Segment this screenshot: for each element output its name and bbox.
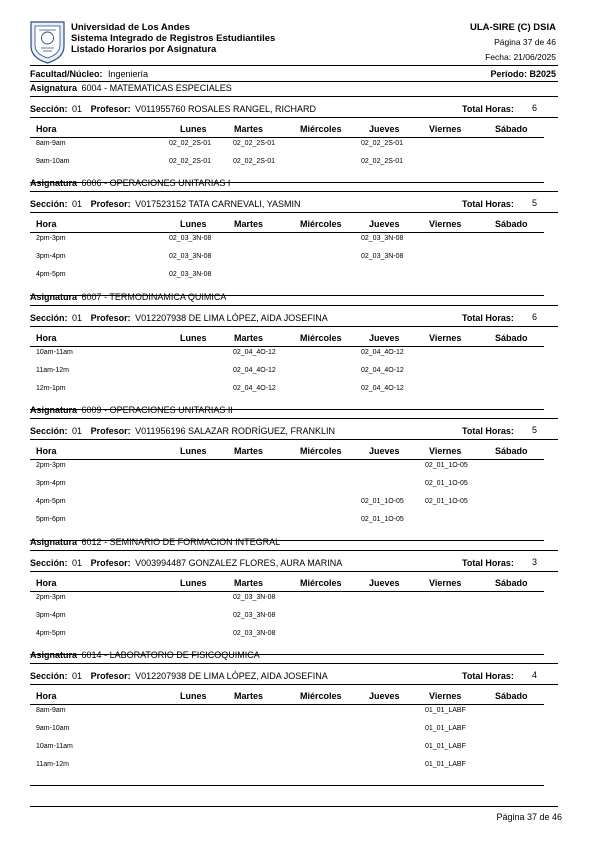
- schedule-cell: 02_02_2S-01: [361, 140, 404, 147]
- day-header: Miércoles: [300, 333, 342, 343]
- day-header: Martes: [234, 578, 264, 588]
- schedule-cell: 02_03_3N-08: [233, 612, 276, 619]
- period-row: [490, 69, 556, 79]
- day-header: Jueves: [369, 578, 400, 588]
- professor-name: TATA CARNEVALI, YASMIN: [188, 199, 301, 209]
- schedule-cell: 02_02_2S-01: [169, 140, 212, 147]
- schedule-cell: 01_01_LABF: [425, 743, 466, 750]
- section-number: 01: [72, 426, 83, 436]
- schedule-cell: 02_04_4O-12: [233, 349, 276, 356]
- section-divider: [30, 117, 558, 118]
- time-slot: 2pm-3pm: [36, 235, 66, 242]
- day-header: Martes: [234, 333, 264, 343]
- professor-name: SALAZAR RODRÍGUEZ, FRANKLIN: [188, 426, 336, 436]
- professor-name: DE LIMA LÓPEZ, AIDA JOSEFINA: [188, 313, 328, 323]
- course-divider: [30, 305, 558, 306]
- course-name: - OPERACIONES UNITARIAS I: [104, 178, 231, 188]
- day-header: Viernes: [429, 124, 462, 134]
- total-hours: [462, 313, 514, 323]
- schedule-cell: 02_04_4O-12: [361, 367, 404, 374]
- course-code: 6014: [81, 650, 102, 660]
- day-header: Lunes: [180, 333, 207, 343]
- total-hours: [462, 558, 514, 568]
- day-header: Hora: [36, 446, 57, 456]
- time-slot: 8am-9am: [36, 140, 66, 147]
- course-title: [30, 83, 232, 93]
- faculty-divider: [30, 81, 558, 82]
- total-hours-label: Total Horas:: [462, 558, 514, 568]
- course-name: - OPERACIONES UNITARIAS II: [104, 405, 233, 415]
- total-hours: [462, 199, 514, 209]
- total-hours: [462, 426, 514, 436]
- day-header: Miércoles: [300, 219, 342, 229]
- day-header: Sábado: [495, 446, 528, 456]
- seccion-label: Sección:: [30, 199, 68, 209]
- schedule-cell: 02_02_2S-01: [233, 158, 276, 165]
- time-slot: 3pm-4pm: [36, 480, 66, 487]
- schedule-cell: 02_03_3N-08: [361, 235, 404, 242]
- schedule-cell: 02_01_1O-05: [361, 498, 404, 505]
- day-header: Hora: [36, 578, 57, 588]
- course-code: 6007: [81, 292, 102, 302]
- day-header: Miércoles: [300, 124, 342, 134]
- day-header: Viernes: [429, 333, 462, 343]
- course-code: 6004: [81, 83, 102, 93]
- time-slot: 4pm-5pm: [36, 630, 66, 637]
- days-header-divider: [30, 591, 544, 592]
- section-info: [30, 199, 301, 209]
- day-header: Jueves: [369, 124, 400, 134]
- time-slot: 10am-11am: [36, 349, 73, 356]
- footer-divider: [30, 806, 558, 807]
- total-hours-value: 6: [532, 103, 538, 113]
- total-hours: [462, 671, 514, 681]
- time-slot: 5pm-6pm: [36, 516, 66, 523]
- course-title: [30, 292, 226, 302]
- day-header: Jueves: [369, 333, 400, 343]
- course-title: [30, 537, 280, 547]
- footer-page-number: Página 37 de 46: [496, 812, 562, 822]
- day-header: Jueves: [369, 446, 400, 456]
- table-bottom-divider: [30, 785, 544, 786]
- days-header-divider: [30, 137, 544, 138]
- section-divider: [30, 684, 558, 685]
- total-hours-label: Total Horas:: [462, 199, 514, 209]
- schedule-cell: 02_03_3N-08: [361, 253, 404, 260]
- course-name: - TERMODINAMICA QUIMICA: [104, 292, 227, 302]
- faculty-row: [30, 69, 148, 79]
- seccion-label: Sección:: [30, 426, 68, 436]
- period-label: Período:: [490, 69, 527, 79]
- course-code: 6012: [81, 537, 102, 547]
- section-number: 01: [72, 558, 83, 568]
- section-divider: [30, 571, 558, 572]
- schedule-cell: 02_01_1O-05: [425, 462, 468, 469]
- time-slot: 9am-10am: [36, 158, 70, 165]
- report-code: ULA-SIRE (C) DSIA: [469, 22, 556, 33]
- professor-id: V011955760: [135, 104, 186, 114]
- professor-id: V003994487: [135, 558, 187, 568]
- day-header: Sábado: [495, 219, 528, 229]
- profesor-label: Profesor:: [90, 426, 131, 436]
- profesor-label: Profesor:: [90, 671, 131, 681]
- time-slot: 9am-10am: [36, 725, 70, 732]
- schedule-cell: 02_01_1O-05: [425, 498, 468, 505]
- asignatura-label: Asignatura: [30, 178, 78, 188]
- header-page-number: Página 37 de 46: [494, 37, 556, 47]
- schedule-cell: 02_03_3N-08: [169, 253, 212, 260]
- time-slot: 3pm-4pm: [36, 253, 66, 260]
- section-info: [30, 671, 328, 681]
- schedule-cell: 02_03_3N-08: [233, 630, 276, 637]
- day-header: Hora: [36, 124, 57, 134]
- day-header: Hora: [36, 219, 57, 229]
- time-slot: 4pm-5pm: [36, 271, 66, 278]
- university-name: Universidad de Los Andes: [71, 22, 190, 33]
- professor-id: V011956196: [135, 426, 186, 436]
- schedule-cell: 02_02_2S-01: [361, 158, 404, 165]
- section-info: [30, 426, 335, 436]
- faculty-value: Ingeniería: [108, 69, 149, 79]
- asignatura-label: Asignatura: [30, 650, 78, 660]
- day-header: Martes: [234, 219, 264, 229]
- section-number: 01: [72, 199, 83, 209]
- period-value: B2025: [529, 69, 556, 79]
- course-name: - MATEMATICAS ESPECIALES: [104, 83, 232, 93]
- days-header-divider: [30, 704, 544, 705]
- course-divider: [30, 191, 558, 192]
- day-header: Sábado: [495, 691, 528, 701]
- course-divider: [30, 418, 558, 419]
- days-header-divider: [30, 459, 544, 460]
- professor-name: ROSALES RANGEL, RICHARD: [188, 104, 317, 114]
- professor-id: V012207938: [135, 313, 187, 323]
- report-title: Listado Horarios por Asignatura: [71, 44, 217, 55]
- schedule-cell: 02_03_3N-08: [233, 594, 276, 601]
- course-divider: [30, 550, 558, 551]
- schedule-cell: 01_01_LABF: [425, 761, 466, 768]
- day-header: Miércoles: [300, 578, 342, 588]
- day-header: Lunes: [180, 124, 207, 134]
- profesor-label: Profesor:: [90, 313, 131, 323]
- profesor-label: Profesor:: [90, 104, 131, 114]
- day-header: Jueves: [369, 691, 400, 701]
- time-slot: 2pm-3pm: [36, 594, 66, 601]
- day-header: Martes: [234, 446, 264, 456]
- section-number: 01: [72, 104, 83, 114]
- header-divider: [30, 65, 558, 66]
- schedule-cell: 02_04_4O-12: [233, 367, 276, 374]
- section-number: 01: [72, 671, 83, 681]
- day-header: Martes: [234, 691, 264, 701]
- course-code: 6009: [81, 405, 102, 415]
- time-slot: 11am-12m: [36, 367, 69, 374]
- seccion-label: Sección:: [30, 558, 68, 568]
- schedule-cell: 01_01_LABF: [425, 725, 466, 732]
- days-header-divider: [30, 232, 544, 233]
- schedule-cell: 02_04_4O-12: [233, 385, 276, 392]
- profesor-label: Profesor:: [90, 199, 131, 209]
- time-slot: 4pm-5pm: [36, 498, 66, 505]
- total-hours-value: 4: [532, 670, 538, 680]
- day-header: Viernes: [429, 691, 462, 701]
- course-divider: [30, 96, 558, 97]
- time-slot: 12m-1pm: [36, 385, 66, 392]
- professor-id: V012207938: [135, 671, 187, 681]
- total-hours: [462, 104, 514, 114]
- total-hours-value: 5: [532, 198, 538, 208]
- total-hours-label: Total Horas:: [462, 426, 514, 436]
- schedule-cell: 01_01_LABF: [425, 707, 466, 714]
- section-divider: [30, 326, 558, 327]
- professor-name: GONZALEZ FLORES, AURA MARINA: [188, 558, 343, 568]
- course-name: - LABORATORIO DE FISICOQUIMICA: [104, 650, 260, 660]
- total-hours-label: Total Horas:: [462, 313, 514, 323]
- asignatura-label: Asignatura: [30, 83, 78, 93]
- university-seal-logo: [29, 20, 66, 64]
- seccion-label: Sección:: [30, 671, 68, 681]
- report-date: Fecha: 21/06/2025: [485, 52, 556, 62]
- day-header: Miércoles: [300, 446, 342, 456]
- asignatura-label: Asignatura: [30, 292, 78, 302]
- seccion-label: Sección:: [30, 313, 68, 323]
- total-hours-value: 6: [532, 312, 538, 322]
- time-slot: 3pm-4pm: [36, 612, 66, 619]
- faculty-label: Facultad/Núcleo:: [30, 69, 103, 79]
- day-header: Sábado: [495, 124, 528, 134]
- day-header: Hora: [36, 691, 57, 701]
- day-header: Lunes: [180, 446, 207, 456]
- days-header-divider: [30, 346, 544, 347]
- total-hours-value: 5: [532, 425, 538, 435]
- day-header: Sábado: [495, 333, 528, 343]
- time-slot: 11am-12m: [36, 761, 69, 768]
- total-hours-label: Total Horas:: [462, 104, 514, 114]
- course-code: 6006: [81, 178, 102, 188]
- total-hours-value: 3: [532, 557, 538, 567]
- day-header: Hora: [36, 333, 57, 343]
- professor-id: V017523152: [135, 199, 187, 209]
- time-slot: 10am-11am: [36, 743, 73, 750]
- day-header: Viernes: [429, 578, 462, 588]
- schedule-cell: 02_01_1O-05: [425, 480, 468, 487]
- section-number: 01: [72, 313, 83, 323]
- schedule-cell: 02_01_1O-05: [361, 516, 404, 523]
- section-divider: [30, 439, 558, 440]
- section-info: [30, 558, 342, 568]
- course-title: [30, 650, 260, 660]
- day-header: Lunes: [180, 219, 207, 229]
- day-header: Lunes: [180, 691, 207, 701]
- day-header: Sábado: [495, 578, 528, 588]
- course-title: [30, 405, 233, 415]
- schedule-cell: 02_03_3N-08: [169, 271, 212, 278]
- asignatura-label: Asignatura: [30, 405, 78, 415]
- asignatura-label: Asignatura: [30, 537, 78, 547]
- professor-name: DE LIMA LÓPEZ, AIDA JOSEFINA: [188, 671, 328, 681]
- seccion-label: Sección:: [30, 104, 68, 114]
- total-hours-label: Total Horas:: [462, 671, 514, 681]
- schedule-cell: 02_03_3N-08: [169, 235, 212, 242]
- day-header: Viernes: [429, 446, 462, 456]
- day-header: Viernes: [429, 219, 462, 229]
- profesor-label: Profesor:: [90, 558, 131, 568]
- section-divider: [30, 212, 558, 213]
- course-name: - SEMINARIO DE FORMACION INTEGRAL: [104, 537, 281, 547]
- schedule-cell: 02_04_4O-12: [361, 349, 404, 356]
- day-header: Miércoles: [300, 691, 342, 701]
- schedule-cell: 02_04_4O-12: [361, 385, 404, 392]
- course-divider: [30, 663, 558, 664]
- section-info: [30, 313, 328, 323]
- schedule-cell: 02_02_2S-01: [169, 158, 212, 165]
- time-slot: 8am-9am: [36, 707, 66, 714]
- day-header: Martes: [234, 124, 264, 134]
- schedule-cell: 02_02_2S-01: [233, 140, 276, 147]
- day-header: Lunes: [180, 578, 207, 588]
- course-title: [30, 178, 230, 188]
- section-info: [30, 104, 316, 114]
- day-header: Jueves: [369, 219, 400, 229]
- time-slot: 2pm-3pm: [36, 462, 66, 469]
- system-name: Sistema Integrado de Registros Estudiantiles: [71, 33, 276, 44]
